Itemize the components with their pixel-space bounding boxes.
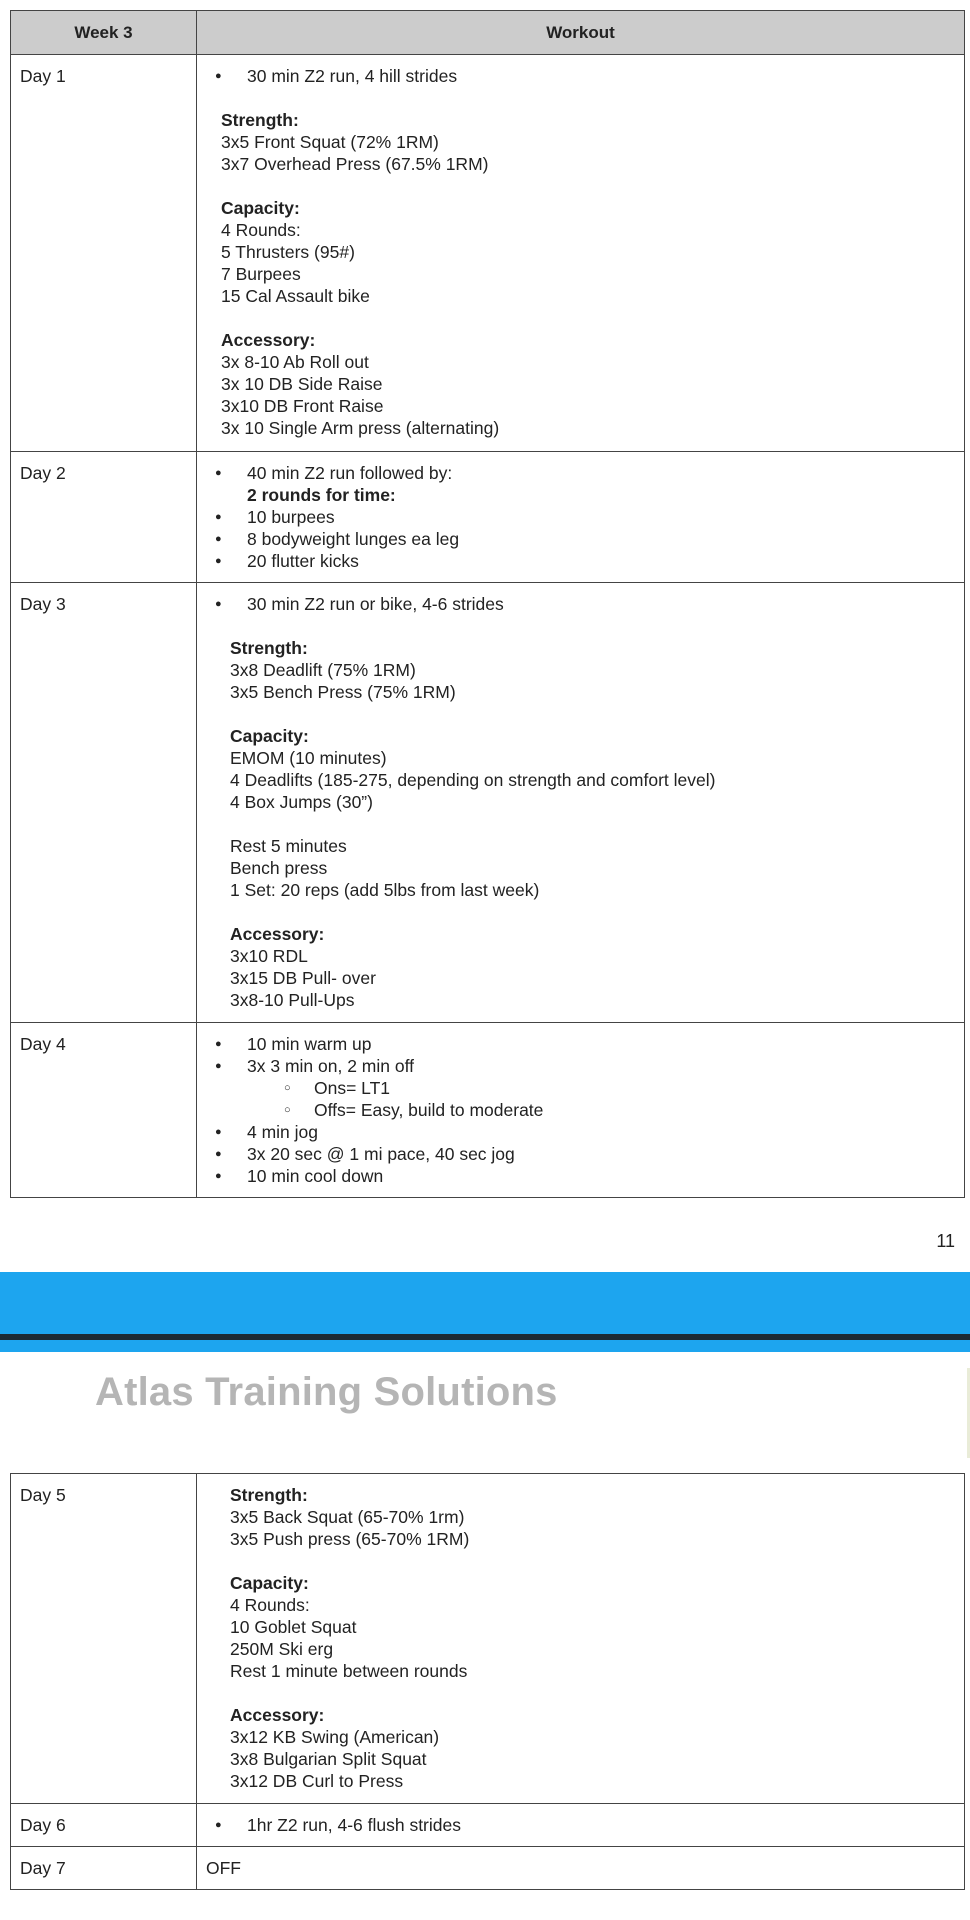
list-item: ● 8 bodyweight lunges ea leg <box>197 528 964 550</box>
list-item: 4 Deadlifts (185-275, depending on strength and comfort level) <box>230 770 716 790</box>
section-heading: Strength: <box>221 110 299 130</box>
section-heading: Capacity: <box>230 1573 309 1593</box>
day-3-row <box>11 583 965 1023</box>
list-item: 3x12 DB Curl to Press <box>230 1771 404 1791</box>
week3-table-part1 <box>10 10 965 1198</box>
list-item: ● 3x 20 sec @ 1 mi pace, 40 sec jog <box>197 1143 964 1165</box>
day-2-row <box>11 452 965 583</box>
list-item: ● 3x 3 min on, 2 min off <box>197 1055 964 1077</box>
section-heading: Accessory: <box>221 330 316 350</box>
day-7-row <box>11 1847 965 1890</box>
list-item: ● 1hr Z2 run, 4-6 flush strides <box>197 1814 964 1836</box>
header-workout: Workout <box>197 11 965 55</box>
rest-day-text: OFF <box>206 1858 241 1878</box>
list-item: 3x5 Push press (65-70% 1RM) <box>230 1529 470 1549</box>
list-subitem: ○ Offs= Easy, build to moderate <box>197 1099 964 1121</box>
list-item: 3x 8-10 Ab Roll out <box>221 352 369 372</box>
list-item: ● 40 min Z2 run followed by: <box>197 462 964 484</box>
list-item: 4 Rounds: <box>221 220 301 240</box>
page-number: 11 <box>936 1231 955 1251</box>
list-item: 250M Ski erg <box>230 1639 334 1659</box>
day-2-workout <box>197 452 965 583</box>
day-3-workout <box>197 583 965 1023</box>
day-6-row <box>11 1804 965 1847</box>
list-subheading: 2 rounds for time: <box>247 485 396 505</box>
list-item: 15 Cal Assault bike <box>221 286 370 306</box>
list-item: 3x8 Deadlift (75% 1RM) <box>230 660 416 680</box>
day-label: Day 5 <box>11 1474 197 1804</box>
day-1-row <box>11 55 965 452</box>
list-item: 3x15 DB Pull- over <box>230 968 376 988</box>
section-heading: Strength: <box>230 638 308 658</box>
section-heading: Capacity: <box>221 198 300 218</box>
list-item: ● 10 min cool down <box>197 1165 964 1187</box>
list-item: 10 Goblet Squat <box>230 1617 357 1637</box>
section-heading: Accessory: <box>230 924 325 944</box>
list-item: ● 4 min jog <box>197 1121 964 1143</box>
day-1-workout <box>197 55 965 452</box>
list-item: ● 20 flutter kicks <box>197 550 964 572</box>
list-item: 4 Box Jumps (30”) <box>230 792 373 812</box>
list-item: 3x5 Back Squat (65-70% 1rm) <box>230 1507 465 1527</box>
day-label: Day 3 <box>11 583 197 1023</box>
header-blue-band <box>0 1272 970 1334</box>
list-item: 3x10 DB Front Raise <box>221 396 384 416</box>
list-item: ● 30 min Z2 run, 4 hill strides <box>197 65 964 87</box>
list-item: 7 Burpees <box>221 264 301 284</box>
header-blue-rule <box>0 1340 970 1352</box>
day-5-workout <box>197 1474 965 1804</box>
list-item: Rest 5 minutes <box>230 836 347 856</box>
list-item: Bench press <box>230 858 328 878</box>
list-item: 3x8-10 Pull-Ups <box>230 990 355 1010</box>
list-item: ● 10 min warm up <box>197 1033 964 1055</box>
section-heading: Capacity: <box>230 726 309 746</box>
day-label: Day 1 <box>11 55 197 452</box>
list-item: 3x7 Overhead Press (67.5% 1RM) <box>221 154 489 174</box>
list-item: EMOM (10 minutes) <box>230 748 387 768</box>
list-item: 3x10 RDL <box>230 946 308 966</box>
list-item: 3x8 Bulgarian Split Squat <box>230 1749 427 1769</box>
list-item: 3x5 Front Squat (72% 1RM) <box>221 132 439 152</box>
brand-title: Atlas Training Solutions <box>95 1370 558 1414</box>
day-label: Day 2 <box>11 452 197 583</box>
list-item: 4 Rounds: <box>230 1595 310 1615</box>
section-heading: Strength: <box>230 1485 308 1505</box>
day-label: Day 7 <box>11 1847 197 1890</box>
day-6-workout <box>197 1804 965 1847</box>
list-subitem: ○ Ons= LT1 <box>197 1077 964 1099</box>
day-5-row <box>11 1474 965 1804</box>
list-item: 3x12 KB Swing (American) <box>230 1727 440 1747</box>
day-label: Day 6 <box>11 1804 197 1847</box>
day-4-row <box>11 1023 965 1198</box>
list-item: Rest 1 minute between rounds <box>230 1661 468 1681</box>
header-week: Week 3 <box>11 11 197 55</box>
list-item: 1 Set: 20 reps (add 5lbs from last week) <box>230 880 540 900</box>
section-heading: Accessory: <box>230 1705 325 1725</box>
day-7-workout <box>197 1847 965 1890</box>
day-label: Day 4 <box>11 1023 197 1198</box>
list-item: 3x5 Bench Press (75% 1RM) <box>230 682 456 702</box>
table-header-row <box>11 11 965 55</box>
day-4-workout <box>197 1023 965 1198</box>
list-item: 3x 10 Single Arm press (alternating) <box>221 418 500 438</box>
list-item: 3x 10 DB Side Raise <box>221 374 383 394</box>
list-item: 5 Thrusters (95#) <box>221 242 355 262</box>
list-item: ● 30 min Z2 run or bike, 4-6 strides <box>197 593 964 615</box>
week3-table-part2 <box>10 1473 965 1890</box>
list-item: ● 10 burpees <box>197 506 964 528</box>
